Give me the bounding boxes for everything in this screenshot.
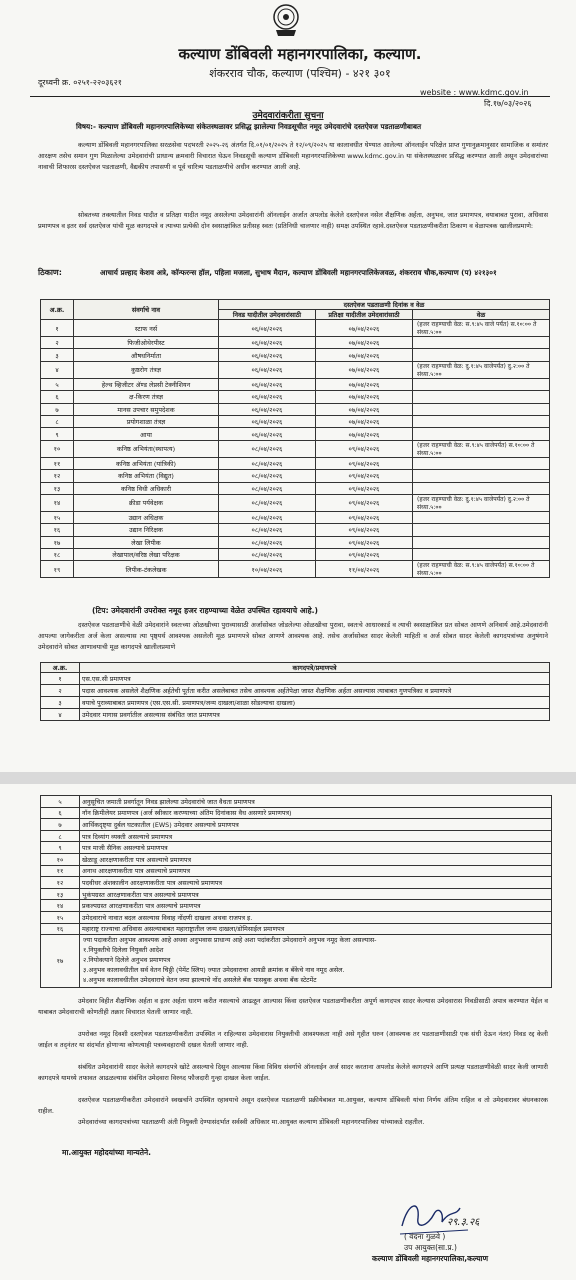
row-post-name: कनिष्ठ विधी अधिकारी	[74, 482, 219, 494]
row-selection-date: ०६/०४/२०२६	[219, 403, 316, 415]
doc-name: पात्र माजी सैनिक असल्याचे प्रमाणपत्र	[80, 842, 552, 854]
doc-sr-number: ४	[41, 709, 80, 721]
row-waiting-date: ०९/०४/२०२६	[316, 440, 413, 457]
doc-name: पदास आवश्यक असलेले शैक्षणिक अर्हतेची पूर्तता करीत असलेबाबत तसेच आवश्यक अर्हतेपेक्षा जास्त शैक्षणिक अर्हता असल्यास त्याबाबत गुणपत्रिका व प्रमाणपत्रे	[80, 685, 550, 697]
row-sr-number: १७	[41, 536, 74, 548]
doc-sr-number: १४	[41, 900, 80, 912]
table-row	[41, 494, 550, 511]
row-reporting-time	[413, 391, 550, 403]
row-selection-date: ०६/०४/२०२६	[219, 361, 316, 378]
table-row	[41, 361, 550, 378]
row-selection-date: ०६/०४/२०२६	[219, 378, 316, 390]
paragraph-8: उमेदवारांच्या कागदपत्रांच्या पडताळणी अंती नियुक्ती देण्यासंदर्भात सर्वस्वी अधिकार मा.आयुक्त कल्याण डोंबिवली महानगरपालिका यांच्याकडे राहतील.	[78, 1118, 425, 1126]
row-waiting-date: ११/०४/२०२६	[316, 561, 413, 578]
row-waiting-date: ०९/०४/२०२६	[316, 494, 413, 511]
row-sr-number: ८	[41, 415, 74, 427]
row-post-name: कुष्ठरोग तंत्रज्ञ	[74, 361, 219, 378]
notice-date: दि.१७/०३/२०२६	[484, 99, 532, 108]
table-row	[41, 796, 552, 808]
doc-sr-number: १	[41, 673, 80, 685]
row-waiting-date: ०७/०४/२०२६	[316, 428, 413, 440]
row-reporting-time	[413, 428, 550, 440]
row-sr-number: ६	[41, 391, 74, 403]
table-row	[41, 900, 552, 912]
notice-page-2	[0, 784, 576, 1280]
table-row	[41, 482, 550, 494]
row-sr-number: १३	[41, 482, 74, 494]
doc-sr-number: ७	[41, 819, 80, 831]
row-sr-number: १२	[41, 470, 74, 482]
table-row	[41, 673, 550, 685]
row-sr-number: ५	[41, 378, 74, 390]
row-selection-date: ०८/०४/२०२६	[219, 524, 316, 536]
table-row	[41, 337, 550, 349]
table-row	[41, 511, 550, 523]
table-row	[41, 457, 550, 469]
table-row	[41, 549, 550, 561]
row-reporting-time: (हजर राहण्याची वेळ: दु.१:४५ वाजेपर्यंत) दु.२:०० ते संध्या.५:००	[413, 494, 550, 511]
row-sr-number: १५	[41, 511, 74, 523]
row-waiting-date: ०९/०४/२०२६	[316, 511, 413, 523]
table-row	[41, 697, 550, 709]
table-row	[41, 561, 550, 578]
row-selection-date: ०८/०४/२०२६	[219, 482, 316, 494]
doc-name: उमेदवाराचे नावात बदल असल्यास विवाह नोंदणी दाखला अथवा राजपत्र इ.	[80, 911, 552, 923]
row-waiting-date: ०७/०४/२०२६	[316, 391, 413, 403]
doc-name: उमेदवार मागास प्रवर्गातील असल्यास संबंधित जात प्रमाणपत्र	[80, 709, 550, 721]
notice-title: उमेदवारांकरीता सुचना	[252, 111, 324, 121]
kdmc-emblem-icon	[270, 2, 302, 38]
row-waiting-date: ०९/०४/२०२६	[316, 524, 413, 536]
table-row	[41, 320, 550, 337]
row-selection-date: ०६/०४/२०२६	[219, 391, 316, 403]
row-waiting-date: ०७/०४/२०२६	[316, 403, 413, 415]
row-post-name: उद्यान अधिक्षक	[74, 511, 219, 523]
table-row	[41, 877, 552, 889]
row-reporting-time	[413, 470, 550, 482]
row-post-name: आया	[74, 428, 219, 440]
table-row	[41, 935, 552, 988]
row-post-name: कनिष्ठ अभियंता (विद्युत)	[74, 470, 219, 482]
table-row	[41, 888, 552, 900]
table-row	[41, 685, 550, 697]
doc-name: महाराष्ट्र राज्याचा अधिवास असल्याबाबत महाराष्ट्रातील जन्म दाखला/डोमिसाईल प्रमाणपत्र	[80, 923, 552, 935]
row-reporting-time	[413, 511, 550, 523]
table-row	[41, 470, 550, 482]
table-row	[41, 842, 552, 854]
row-sr-number: ९	[41, 428, 74, 440]
row-sr-number: १९	[41, 561, 74, 578]
row-reporting-time: (हजर राहण्याची वेळ: स.९:४५ वाजेपर्यंत) स.१०:०० ते संध्या.५:००	[413, 561, 550, 578]
doc-sr-number: १५	[41, 911, 80, 923]
row-sr-number: ४	[41, 361, 74, 378]
doc-sr-number: ३	[41, 697, 80, 709]
row-waiting-date: ०७/०४/२०२६	[316, 415, 413, 427]
org-name: कल्याण डोंबिवली महानगरपालिका, कल्याण.	[178, 45, 422, 63]
row-waiting-date: ०७/०४/२०२६	[316, 378, 413, 390]
table-row	[41, 709, 550, 721]
venue-address: आचार्य प्रल्हाद केशव अत्रे, कॉन्फरन्स हॉल, पहिला मजला, सुभाष मैदान, कल्याण डोंबिवली महानगरपालिकेजवळ, शंकरराव चौक,कल्याण (प) ४२१३०१	[100, 268, 497, 277]
row-sr-number: १६	[41, 524, 74, 536]
row-post-name: कनिष्ठ अभियंता (यांत्रिकी)	[74, 457, 219, 469]
row-selection-date: ०८/०४/२०२६	[219, 511, 316, 523]
row-selection-date: ०८/०४/२०२६	[219, 536, 316, 548]
doc-sr-number: १६	[41, 923, 80, 935]
paragraph-3: दस्तऐवज पडताळणीचे वेळी उमेदवारांने स्वतःच्या ओळखीच्या पुराव्यासाठी अर्जासोबत जोडलेल्या ओळखीचा पुरावा, स्वतःचे आधारकार्ड व त्याची स्वसाक्षांकित प्रत सोबत आणणे अनिवार्य आहे.उमेदवारांनी आपल्या जागेकरीता अर्ज केला असल्यास त्या पृष्ठ्यर्थ आवश्यक असलेली मूळ प्रमाणपत्रे सोबत आणणे आवश्यक आहे. तसेच अर्जासोबत सादर केलेली माहिती व अर्ज सोबत सादर केलेली कागदपत्रांच्या अनुषंगाने उमेदवारांने सोबत आणावयाची मूळ कागदपत्रे खालीलप्रमाणे	[38, 621, 548, 652]
doc-name: खेळाडू आरक्षणाकरीता पात्र असल्याचे प्रमाणपत्र	[80, 853, 552, 865]
doc-name: भुकंपग्रस्त आरक्षणाकरीता पात्र असल्याचे प्रमाणपत्र	[80, 888, 552, 900]
table-row	[41, 853, 552, 865]
table-row	[41, 819, 552, 831]
row-reporting-time	[413, 457, 550, 469]
row-selection-date: ०८/०४/२०२६	[219, 494, 316, 511]
paragraph-6: संबंधित उमेदवारांनी सादर केलेले कागदपत्रे खोटे असल्याचे दिसून आल्यास किंवा विविध संवर्गाचे ऑनलाईन अर्ज सादर करताना अपलोड केलेले कागदपत्रे आणि प्रत्यक्ष पडताळणीवेळी सादर केली जाणारी कागदपत्रे यामध्ये तफावत आढळल्यास संबंधित उमेदवारा विरुध्द फौजदारी गुन्हा दाखल केला जाईल.	[38, 1063, 548, 1083]
row-post-name: लिपीक-टंकलेखक	[74, 561, 219, 578]
signatory-name: ( वंदना गुळवे )	[404, 1232, 446, 1241]
signatory-designation: उप आयुक्त(सा.प्र.)	[404, 1243, 457, 1252]
table-row	[41, 911, 552, 923]
row-post-name: लेखा लिपीक	[74, 536, 219, 548]
row-reporting-time	[413, 549, 550, 561]
header-verification-date: दस्तऐवज पडताळणी दिनांक व वेळ	[219, 300, 550, 310]
doc-sr-number: १२	[41, 877, 80, 889]
row-selection-date: ०६/०४/२०२६	[219, 415, 316, 427]
paragraph-2: सोबतच्या तक्त्यातील निवड यादीत व प्रतिक्षा यादीत नमूद असलेल्या उमेदवारांनी ऑनलाईन अर्जात अपलोड केलेले दस्तऐवज नसेल शैक्षणिक अर्हता, अनुभव, जात प्रमाणपत्र, वयाबाबत पुरावा, अधिवास प्रमाणपत्र व इतर सर्व दस्तऐवज यांची मूळ कागदपत्रे व त्याच्या प्रत्येकी दोन स्वसाक्षांकित प्रतीसह स्वतः (प्रतिनिधी चालणार नाही) समक्ष उपस्थित रहावे.दस्तऐवज पडताळणीकरीता ठिकाण व वेळापत्रक खालीलप्रमाणे:	[38, 211, 548, 231]
table-row	[41, 415, 550, 427]
row-selection-date: ०८/०४/२०२६	[219, 549, 316, 561]
row-sr-number: ३	[41, 349, 74, 361]
row-selection-date: ०८/०४/२०२६	[219, 457, 316, 469]
table-row	[41, 440, 550, 457]
paragraph-5: उपरोक्त नमूद दिवशी दस्तऐवज पडताळणीकरीता उपस्थित न राहिल्यास उमेदवारास नियुक्तीची आवश्यकता नाही असे गृहीत धरुन (आवश्यक तर पडताळणीसाठी एक संधी देऊन नंतर) निवड रद्द केली जाईल व तद्नंतर या संदर्भात होणाऱ्या कोणत्याही पत्रव्यवहाराची दखल घेतली जाणार नाही.	[38, 1030, 548, 1050]
row-reporting-time	[413, 482, 550, 494]
row-reporting-time: (हजर राहण्याची वेळ: स.९:४५ वाजेपर्यंत) स.१०:०० ते संध्या.५:००	[413, 440, 550, 457]
row-reporting-time	[413, 378, 550, 390]
row-reporting-time	[413, 349, 550, 361]
row-reporting-time	[413, 337, 550, 349]
table-row	[41, 349, 550, 361]
doc-name: ज्या पदाकरीता अनुभव आवश्यक आहे अथवा अनुभवास प्राधान्य आहे अशा पदांकरीता उमेदवाराने अनुभव नमूद केला असल्यास- १.नियुक्तीचे दिलेला नियुक्ती आदेश २.नियोक्त्याने दिलेले अनुभव प्रमाणपत्र ३.अनुभव कालावधीतील सर्व वेतन चिठ्ठी (पेमेंट स्लिप) ज्यात उमेदवाराचा आयडी क्रमांक व बँकेचे नाव नमूद असेल. ४.अनुभव कालावधीतील उमेदवाराचे वेतन जमा झाल्याचे नोंद असलेले बँक पासबुक अथवा बँक स्टेटमेंट	[80, 935, 552, 988]
row-post-name: स्टाफ नर्स	[74, 320, 219, 337]
row-selection-date: ०६/०४/२०२६	[219, 320, 316, 337]
doc-sr-number: ५	[41, 796, 80, 808]
doc-sr-number: १७	[41, 935, 80, 988]
table-row	[41, 830, 552, 842]
signatory-organization: कल्याण डोंबिवली महानगरपालिका,कल्याण	[372, 1254, 489, 1263]
table-row	[41, 428, 550, 440]
header-waiting-list: प्रतिक्षा यादीतील उमेदवारांसाठी	[316, 310, 413, 320]
doc-sr-number: ११	[41, 865, 80, 877]
row-sr-number: १०	[41, 440, 74, 457]
documents-table	[40, 662, 550, 721]
table-row	[41, 403, 550, 415]
paragraph-4: उमेदवार विहीत शैक्षणिक अर्हता व इतर अर्हता धारण करीत नसल्याचे आढळून आल्यास किंवा दस्तऐवज पडताळणीकरीता अपूर्ण कागदपत्र सादर केल्यास उमेदवारास निवडीसाठी अपात्र करण्यात येईल व याबाबत उमेदवाराची कोणतीही तक्रार विचारात घेतली जाणार नाही.	[38, 997, 548, 1017]
row-waiting-date: ०९/०४/२०२६	[316, 482, 413, 494]
approval-line: मा.आयुक्त महोदयांच्या मान्यतेने.	[62, 1148, 152, 1157]
doc-name: एस.एस.सी प्रमाणपत्र	[80, 673, 550, 685]
doc-sr-number: १०	[41, 853, 80, 865]
row-selection-date: ०६/०४/२०२६	[219, 428, 316, 440]
table-row	[41, 923, 552, 935]
row-waiting-date: ०७/०४/२०२६	[316, 361, 413, 378]
notice-subject: विषय:- कल्याण डोंबिवली महानगरपालिकेच्या संकेतस्थळावर प्रसिद्ध झालेल्या निवडसूचीत नमूद उमेदवारांचे दस्तऐवज पडताळणीबाबत	[76, 122, 422, 131]
row-post-name: प्रयोगशाळा तंत्रज्ञ	[74, 415, 219, 427]
row-post-name: हेल्थ व्हिजीटर ॲण्ड लेप्रसी टेक्नीशियन	[74, 378, 219, 390]
docs-header-sr: अ.क्र.	[41, 663, 80, 673]
doc-name: वयाचे पुराव्याबाबत प्रमाणपत्र (एस.एस.सी. प्रमाणपत्र/जन्म दाखला/शाळा सोडल्याचा दाखला)	[80, 697, 550, 709]
schedule-table	[40, 299, 550, 578]
docs-header-doc: कागदपत्रे/प्रमाणपत्रे	[80, 663, 550, 673]
row-post-name: मानस उपचार समुपदेशक	[74, 403, 219, 415]
row-waiting-date: ०७/०४/२०२६	[316, 337, 413, 349]
venue-label: ठिकाण:	[38, 268, 62, 277]
row-reporting-time	[413, 536, 550, 548]
doc-name: अनाथ आरक्षणाकरीता पात्र असल्याचे प्रमाणपत्र	[80, 865, 552, 877]
table-row	[41, 524, 550, 536]
row-reporting-time	[413, 524, 550, 536]
signature-date: २९.३.२६	[447, 1217, 480, 1228]
doc-name: प्रकल्पग्रस्त आरक्षणाकरीता पात्र असल्याचे प्रमाणपत्र	[80, 900, 552, 912]
phone-number: दूरध्वनी क्र. ०२५१-२२०३६२१	[38, 78, 122, 87]
row-selection-date: १०/०४/२०२६	[219, 561, 316, 578]
paragraph-7: दस्तऐवज पडताळणीकरीता उमेदवारांने स्वखर्चाने उपस्थित रहावयाचे असून दस्तऐवज पडताळणी प्रक्रीयेबाबत मा.आयुक्त, कल्याण डोंबिवली यांचा निर्णय अंतिम राहिल व तो उमेदवारावर बंधनकारक राहील.	[38, 1096, 548, 1116]
table-row	[41, 807, 552, 819]
table-row	[41, 536, 550, 548]
org-address: शंकरराव चौक, कल्याण (पश्चिम) - ४२१ ३०१	[209, 67, 391, 80]
doc-sr-number: १३	[41, 888, 80, 900]
row-sr-number: १८	[41, 549, 74, 561]
row-post-name: लेखापाल/वरिष्ठ लेखा परिक्षक	[74, 549, 219, 561]
page-separator	[0, 772, 576, 784]
row-selection-date: ०८/०४/२०२६	[219, 470, 316, 482]
row-waiting-date: ०९/०४/२०२६	[316, 536, 413, 548]
header-sr: अ.क्र.	[41, 300, 74, 320]
row-waiting-date: ०७/०४/२०२६	[316, 320, 413, 337]
row-post-name: औषधनिर्माता	[74, 349, 219, 361]
doc-sr-number: ८	[41, 830, 80, 842]
row-selection-date: ०८/०४/२०२६	[219, 440, 316, 457]
doc-name: पात्र दिव्यांग व्यक्ती असल्याचे प्रमाणपत्र	[80, 830, 552, 842]
doc-sr-number: ९	[41, 842, 80, 854]
header-selection-list: निवड यादीतील उमेदवारांसाठी	[219, 310, 316, 320]
row-post-name: फिजीओथेरपीस्ट	[74, 337, 219, 349]
doc-name: नॉन क्रिमीलेयर प्रमाणपत्र (अर्ज स्वीकार करण्याच्या अंतिम दिनांकास वैध असणारे प्रमाणपत्र)	[80, 807, 552, 819]
row-sr-number: १	[41, 320, 74, 337]
doc-name: आर्थिकदृष्ट्या दुर्बल घटकातील (EWS) उमेदवार असल्याचे प्रमाणपत्र	[80, 819, 552, 831]
row-waiting-date: ०७/०४/२०२६	[316, 349, 413, 361]
header-divider	[30, 96, 550, 97]
paragraph-1: कल्याण डोंबिवली महानगरपालिका सरळसेवा पदभरती २०२५-२६ अंतर्गत दि.०१/०१/२०२५ ते १२/०९/२०२५ या कालावधीत घेण्यात आलेल्या ऑनलाईन परिक्षेत प्राप्त गुणानुक्रमानुसार सामाजिक व समांतर आरक्षण तसेच समान गुण मिळालेल्या उमेदवारांची प्राधान्य क्रमवारी विचारात घेऊन निवडसूची कल्याण डोंबिवली महानगरपालिकेच्या www.kdmc.gov.in या संकेतस्थळावर प्रसिद्ध करण्यात आली असून उमेदवारांच्या नावाची शिफारस दस्तऐवज पडताळणी, वैद्यकीय तपासणी व पूर्व चारित्र्य पडताळणीचे अधीन करण्यात आली आहे.	[38, 141, 548, 172]
row-sr-number: १४	[41, 494, 74, 511]
doc-sr-number: ६	[41, 807, 80, 819]
row-reporting-time: (हजर राहण्याची वेळ: स.९:४५ वाजे पर्यंत) स.१०:०० ते संध्या.५:००	[413, 320, 550, 337]
doc-name: पदवीधर अंशकालीन आरक्षणाकरीता पात्र असल्याचे प्रमाणपत्र	[80, 877, 552, 889]
row-reporting-time	[413, 415, 550, 427]
doc-sr-number: २	[41, 685, 80, 697]
table-row	[41, 391, 550, 403]
table-row	[41, 865, 552, 877]
header-time: वेळ	[413, 310, 550, 320]
row-post-name: क्रीडा पर्यवेक्षक	[74, 494, 219, 511]
attendance-note: (टिप: उमेदवारांनी उपरोक्त नमूद हजर राहण्याच्या वेळेत उपस्थित रहावयाचे आहे.)	[92, 606, 318, 615]
header-post: संवर्गाचे नाव	[74, 300, 219, 320]
row-sr-number: ७	[41, 403, 74, 415]
row-post-name: कनिष्ठ अभियंता(स्थापत्य)	[74, 440, 219, 457]
row-waiting-date: ०९/०४/२०२६	[316, 549, 413, 561]
row-reporting-time: (हजर राहण्याची वेळ: दु.१:४५ वाजेपर्यंत) दु.२:०० ते संध्या.५:००	[413, 361, 550, 378]
doc-name: अनुसूचित जमाती प्रवर्गातून निवड झालेल्या उमेदवारांचे जात वैधता प्रमाणपत्र	[80, 796, 552, 808]
row-selection-date: ०६/०४/२०२६	[219, 337, 316, 349]
documents-table-continued	[40, 795, 552, 988]
row-waiting-date: ०९/०४/२०२६	[316, 457, 413, 469]
row-waiting-date: ०९/०४/२०२६	[316, 470, 413, 482]
row-post-name: उद्यान निरिक्षक	[74, 524, 219, 536]
row-post-name: क्ष-किरण तंत्रज्ञ	[74, 391, 219, 403]
table-row	[41, 378, 550, 390]
row-sr-number: ११	[41, 457, 74, 469]
row-sr-number: २	[41, 337, 74, 349]
website: website : www.kdmc.gov.in	[420, 88, 529, 97]
row-selection-date: ०६/०४/२०२६	[219, 349, 316, 361]
row-reporting-time	[413, 403, 550, 415]
